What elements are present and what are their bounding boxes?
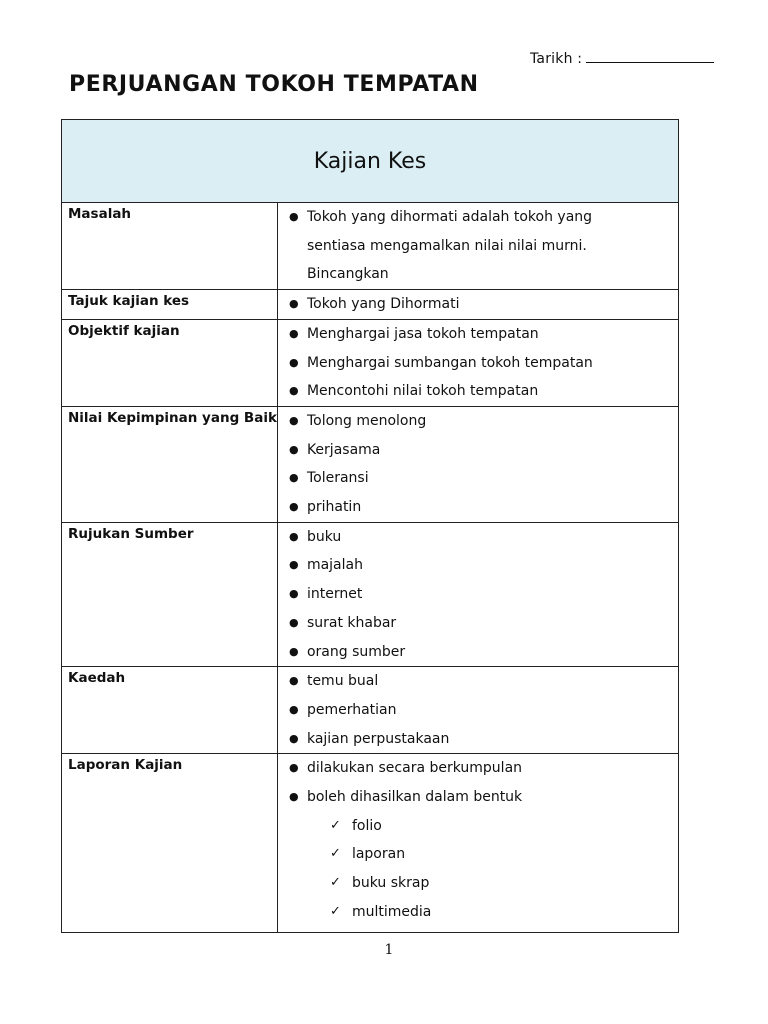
list-item-text: Tokoh yang dihormati adalah tokoh yang bbox=[306, 209, 593, 225]
list-item-text: Menghargai sumbangan tokoh tempatan bbox=[306, 354, 593, 371]
list-item-text: pemerhatian bbox=[306, 701, 397, 718]
row-content-nilai bbox=[277, 406, 678, 522]
table-row bbox=[62, 406, 679, 522]
table-row bbox=[62, 203, 679, 290]
row-content-masalah bbox=[277, 203, 678, 290]
bullet-icon: ● bbox=[288, 558, 299, 572]
check-item-text: folio bbox=[351, 817, 382, 834]
page-number: 1 bbox=[384, 942, 394, 958]
list-item bbox=[288, 320, 674, 349]
check-item bbox=[288, 840, 674, 869]
list-item-text: boleh dihasilkan dalam bentuk bbox=[306, 789, 523, 806]
row-content-tajuk bbox=[277, 290, 678, 320]
bullet-icon: ● bbox=[288, 210, 299, 223]
table-row bbox=[62, 290, 679, 320]
list-item-text: Toleransi bbox=[306, 470, 369, 487]
list-item-text: temu bual bbox=[306, 673, 379, 690]
check-item-text: laporan bbox=[351, 846, 406, 863]
bullet-icon: ● bbox=[288, 731, 299, 745]
bullet-icon: ● bbox=[288, 384, 299, 398]
date-label: Tarikh : bbox=[530, 51, 583, 67]
row-label-tajuk: Tajuk kajian kes bbox=[62, 290, 278, 320]
bullet-icon: ● bbox=[288, 615, 299, 629]
row-label-objektif: Objektif kajian bbox=[62, 319, 278, 406]
bullet-icon: ● bbox=[288, 529, 299, 543]
check-item bbox=[288, 898, 674, 927]
row-content-kaedah bbox=[277, 667, 678, 754]
list-item-text: kajian perpustakaan bbox=[306, 730, 450, 747]
list-item bbox=[288, 203, 674, 232]
list-item bbox=[288, 580, 674, 609]
list-item bbox=[288, 436, 674, 465]
list-item bbox=[288, 551, 674, 580]
list-item-text: Tokoh yang Dihormati bbox=[306, 296, 460, 313]
list-item bbox=[288, 754, 674, 783]
list-item bbox=[288, 725, 674, 754]
list-item-text: buku bbox=[306, 528, 342, 545]
bullet-icon: ● bbox=[288, 297, 299, 311]
bullet-icon: ● bbox=[288, 674, 299, 688]
bullet-icon: ● bbox=[288, 702, 299, 716]
date-field bbox=[530, 48, 714, 67]
list-item bbox=[288, 377, 674, 406]
checkmark-icon: ✓ bbox=[329, 903, 341, 919]
list-item-text: prihatin bbox=[306, 499, 362, 516]
list-item bbox=[288, 407, 674, 436]
list-item bbox=[288, 523, 674, 552]
list-item-text: orang sumber bbox=[306, 643, 406, 660]
list-item bbox=[288, 783, 674, 812]
checkmark-icon: ✓ bbox=[329, 817, 341, 833]
date-blank-line[interactable] bbox=[586, 48, 714, 63]
list-item bbox=[288, 464, 674, 493]
row-label-rujukan: Rujukan Sumber bbox=[62, 522, 278, 667]
list-item-continuation: Bincangkan bbox=[306, 266, 389, 283]
list-item-text: Kerjasama bbox=[306, 441, 381, 458]
bullet-icon: ● bbox=[288, 355, 299, 369]
list-item-text: dilakukan secara berkumpulan bbox=[306, 760, 523, 777]
row-content-rujukan bbox=[277, 522, 678, 667]
row-label-laporan: Laporan Kajian bbox=[62, 754, 278, 932]
row-label-kaedah: Kaedah bbox=[62, 667, 278, 754]
list-item bbox=[288, 696, 674, 725]
list-item bbox=[288, 667, 674, 696]
list-item-text: Tolong menolong bbox=[306, 412, 427, 429]
list-item bbox=[288, 349, 674, 378]
bullet-icon: ● bbox=[288, 326, 299, 340]
bullet-icon: ● bbox=[288, 587, 299, 601]
check-item bbox=[288, 869, 674, 898]
bullet-icon: ● bbox=[288, 761, 299, 775]
bullet-icon: ● bbox=[288, 500, 299, 514]
check-item-text: multimedia bbox=[351, 903, 432, 920]
row-label-masalah: Masalah bbox=[62, 203, 278, 290]
bullet-icon: ● bbox=[288, 413, 299, 427]
list-item-text: Menghargai jasa tokoh tempatan bbox=[306, 325, 539, 342]
list-item bbox=[288, 609, 674, 638]
list-item-text: surat khabar bbox=[306, 614, 397, 631]
table-row bbox=[62, 754, 679, 932]
list-item bbox=[288, 290, 674, 319]
checkmark-icon: ✓ bbox=[329, 875, 341, 891]
checkmark-icon: ✓ bbox=[329, 846, 341, 862]
check-item-text: buku skrap bbox=[351, 875, 430, 892]
list-item-text: majalah bbox=[306, 557, 363, 574]
case-study-table bbox=[61, 119, 679, 933]
table-row bbox=[62, 319, 679, 406]
bullet-icon: ● bbox=[288, 644, 299, 658]
table-row bbox=[62, 522, 679, 667]
list-item bbox=[288, 638, 674, 667]
list-item-continuation: sentiasa mengamalkan nilai nilai murni. bbox=[306, 237, 587, 254]
list-item bbox=[288, 493, 674, 522]
bullet-icon: ● bbox=[288, 442, 299, 456]
row-content-laporan bbox=[277, 754, 678, 932]
table-header-row bbox=[62, 120, 679, 203]
list-item-text: internet bbox=[306, 586, 363, 603]
check-item bbox=[288, 812, 674, 841]
case-study-heading: Kajian Kes bbox=[62, 120, 679, 203]
table-row bbox=[62, 667, 679, 754]
row-content-objektif bbox=[277, 319, 678, 406]
bullet-icon: ● bbox=[288, 471, 299, 485]
page-title: PERJUANGAN TOKOH TEMPATAN bbox=[69, 72, 479, 97]
list-item-text: Mencontohi nilai tokoh tempatan bbox=[306, 383, 539, 400]
row-label-nilai: Nilai Kepimpinan yang Baik bbox=[62, 406, 278, 522]
bullet-icon: ● bbox=[288, 790, 299, 804]
